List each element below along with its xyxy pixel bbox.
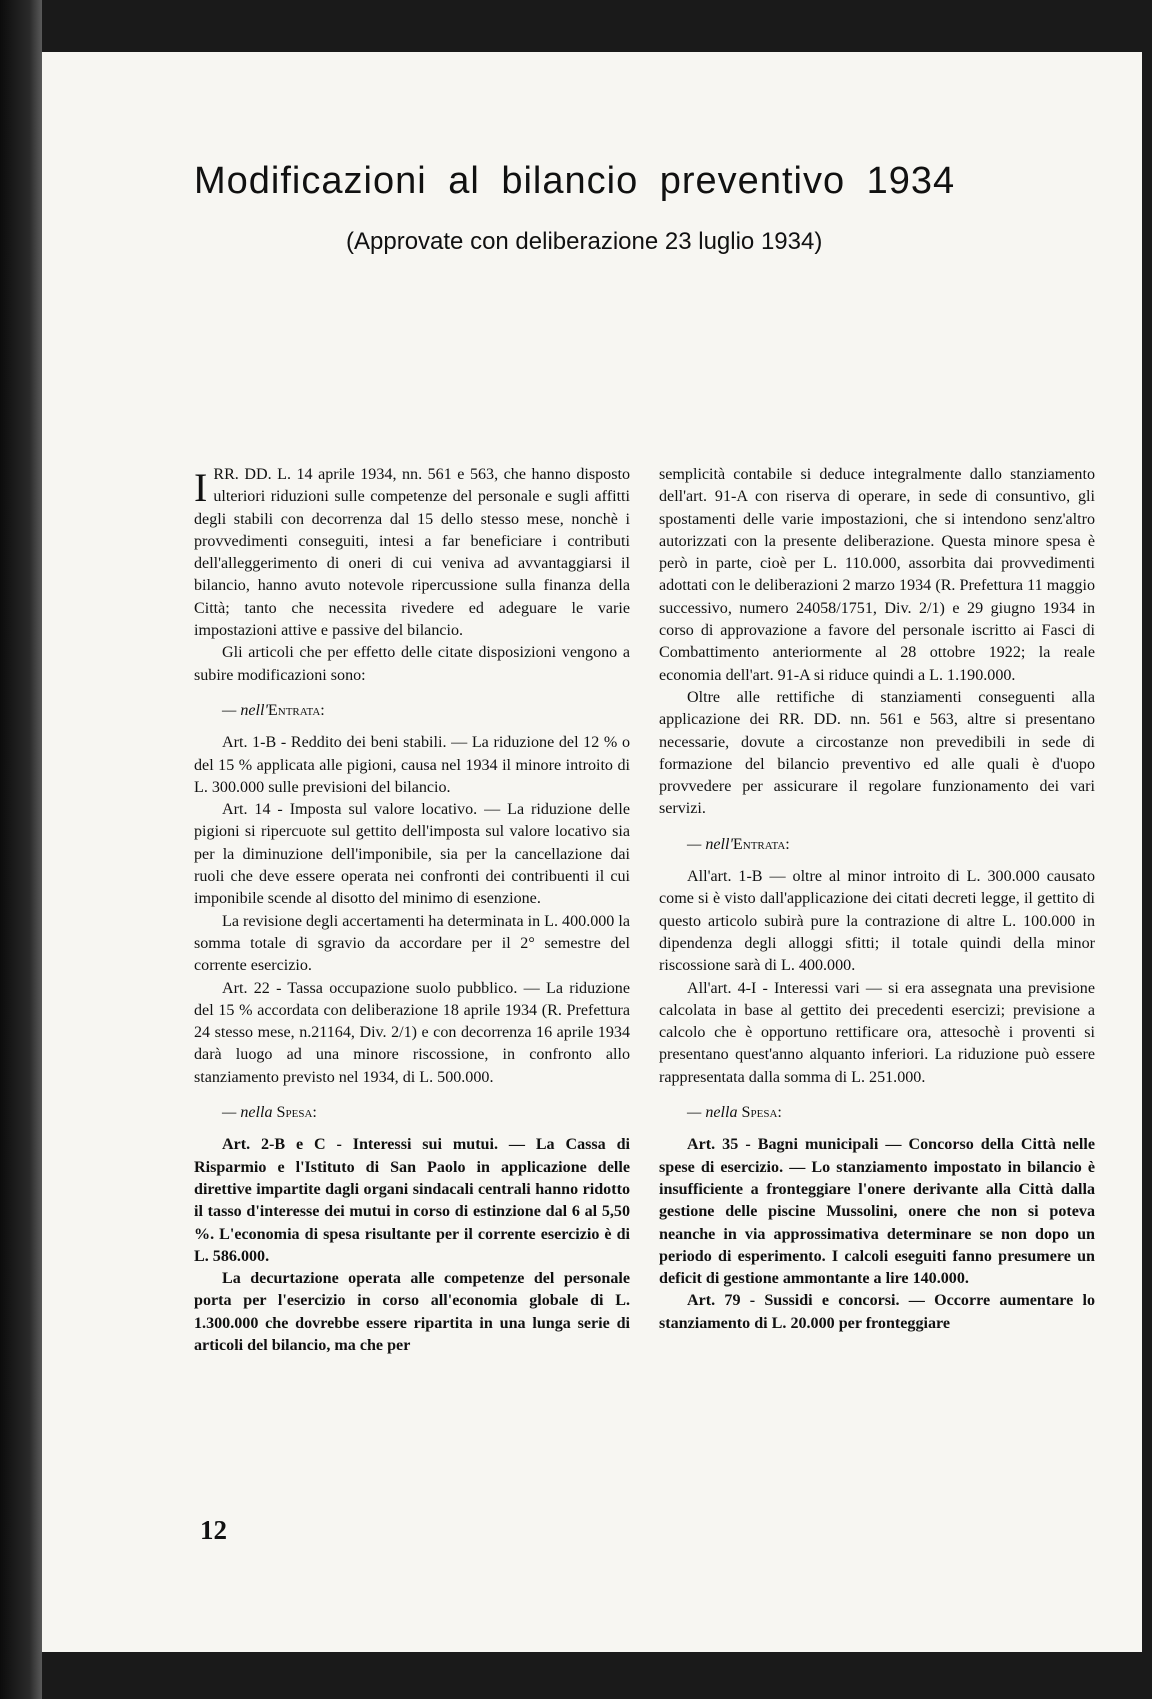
right-column	[659, 464, 1095, 1335]
paragraph: Art. 22 - Tassa occupazione suolo pubblico. — La riduzione del 15 % accordata con deliberazione 18 aprile 1934 (R. Prefettura 24 stesso mese, n.21164, Div. 2/1) e con decorrenza 16 aprile 1934 darà luogo ad una minore riscossione, in confronto allo stanziamento previsto nel 1934, di L. 500.000.	[194, 979, 630, 1086]
paragraph: La revisione degli accertamenti ha determinata in L. 400.000 la somma totale di sgravio da accordare per il 2° semestre del corrente esercizio.	[194, 912, 630, 975]
section-label: Entrata:	[267, 701, 325, 719]
paragraph: Art. 14 - Imposta sul valore locativo. — La riduzione delle pigioni si ripercuote sul gettito dell'imposta sul valore locativo sia per la diminuzione dell'imponibile, sia per la cancellazione dai ruoli che deve essere operata nei confronti dei contribuenti il cui imponibile scende al disotto del minimo di esenzione.	[194, 801, 630, 908]
section-prefix: — nell'	[687, 835, 733, 853]
document-subtitle: (Approvate con deliberazione 23 luglio 1934)	[346, 228, 823, 255]
section-heading-spesa	[659, 1102, 1095, 1124]
section-heading-entrata	[659, 834, 1095, 856]
section-label: Spesa:	[741, 1104, 782, 1122]
section-label: Spesa:	[276, 1104, 317, 1122]
paragraph: Art. 1-B - Reddito dei beni stabili. — La riduzione del 12 % o del 15 % applicata alle pigioni, causa nel 1934 il minore introito di L. 300.000 sulle previsioni del bilancio.	[194, 734, 630, 796]
paragraph: La decurtazione operata alle competenze del personale porta per l'esercizio in corso all'economia globale di L. 1.300.000 che dovrebbe essere ripartita in una lunga serie di articoli del bilancio, ma che per	[194, 1270, 630, 1354]
section-prefix: — nella	[222, 1104, 277, 1122]
section-prefix: — nella	[687, 1104, 742, 1122]
drop-cap: I	[194, 465, 208, 510]
paragraph: All'art. 1-B — oltre al minor introito di L. 300.000 causato come si è visto dall'applicazione dei citati decreti legge, il gettito di questo articolo subirà pure la contrazione di altre L. 100.000 in dipendenza degli alloggi sfitti; il totale quindi della minor riscossione sarà di L. 400.000.	[659, 868, 1095, 975]
paragraph: Oltre alle rettifiche di stanziamenti conseguenti alla applicazione dei RR. DD. nn. 561 e 563, altre si presentano necessarie, dovute a circostanze non prevedibili in sede di formazione del bilancio preventivo ed alle quali è d'uopo provvedere per assicurare il regolare funzionamento dei vari servizi.	[659, 688, 1095, 818]
paragraph: Art. 35 - Bagni municipali — Concorso della Città nelle spese di esercizio. — Lo stanziamento impostato in bilancio è insufficiente a fronteggiare l'onere derivante alla Città dalla gestione delle piscine Mussolini, onere che non si poteva neanche in via approssimativa determinare se non dopo un periodo di esperimento. I calcoli eseguiti fanno presumere un deficit di gestione ammontante a lire 140.000.	[659, 1136, 1095, 1288]
paragraph-text: RR. DD. L. 14 aprile 1934, nn. 561 e 563, che hanno disposto ulteriori riduzioni sulle competenze del personale e sugli affitti degli stabili con decorrenza dal 15 dello stesso mese, nonchè i provvedimenti conseguiti, intesi a far beneficiare i contributi dell'alleggerimento di oneri di cui veniva ad avvantaggiarsi il bilancio, hanno avuto notevole ripercussione sulla finanza della Città; tanto che necessita rivedere ed adeguare le varie impostazioni attive e passive del bilancio.	[194, 466, 630, 640]
paragraph: Art. 79 - Sussidi e concorsi. — Occorre aumentare lo stanziamento di L. 20.000 per fronteggiare	[659, 1292, 1095, 1332]
binding-edge	[0, 0, 42, 1699]
paragraph	[194, 464, 630, 642]
paragraph: semplicità contabile si deduce integralmente dallo stanziamento dell'art. 91-A con riserva di operare, in sede di consuntivo, gli spostamenti delle varie impostazioni, che si intendono senz'altro autorizzati con la presente deliberazione. Questa minore spesa è però in parte, cioè per L. 110.000, assorbita dai provvedimenti adottati con le deliberazioni 2 marzo 1934 (R. Prefettura 11 maggio successivo, numero 24058/1751, Div. 2/1) e 29 giugno 1934 in corso di approvazione a favore del personale iscritto ai Fasci di Combattimento anteriormente al 28 ottobre 1922; la reale economia dell'art. 91-A si riduce quindi a L. 1.190.000.	[659, 466, 1095, 684]
left-column	[194, 464, 630, 1357]
paragraph: Art. 2-B e C - Interessi sui mutui. — La Cassa di Risparmio e l'Istituto di San Paolo in applicazione delle direttive impartite dagli organi sindacali centrali hanno ridotto il tasso d'interesse dei mutui in corso di estinzione dal 6 al 5,50 %. L'economia di spesa risultante per il corrente esercizio è di L. 586.000.	[194, 1136, 630, 1265]
section-label: Entrata:	[732, 835, 790, 853]
document-title: Modificazioni al bilancio preventivo 1934	[194, 160, 956, 202]
section-heading-entrata	[194, 700, 630, 722]
section-heading-spesa	[194, 1102, 630, 1124]
paragraph: All'art. 4-I - Interessi vari — si era assegnata una previsione calcolata in base al gettito dei precedenti esercizi; previsione a calcolo che è opportuno rettificare ora, attesochè i proventi si presentano quest'anno alquanto inferiori. La riduzione può essere rappresentata dalla somma di L. 251.000.	[659, 979, 1095, 1086]
paragraph: Gli articoli che per effetto delle citate disposizioni vengono a subire modificazioni sono:	[194, 644, 630, 684]
page-number: 12	[200, 1515, 227, 1545]
section-prefix: — nell'	[222, 701, 268, 719]
